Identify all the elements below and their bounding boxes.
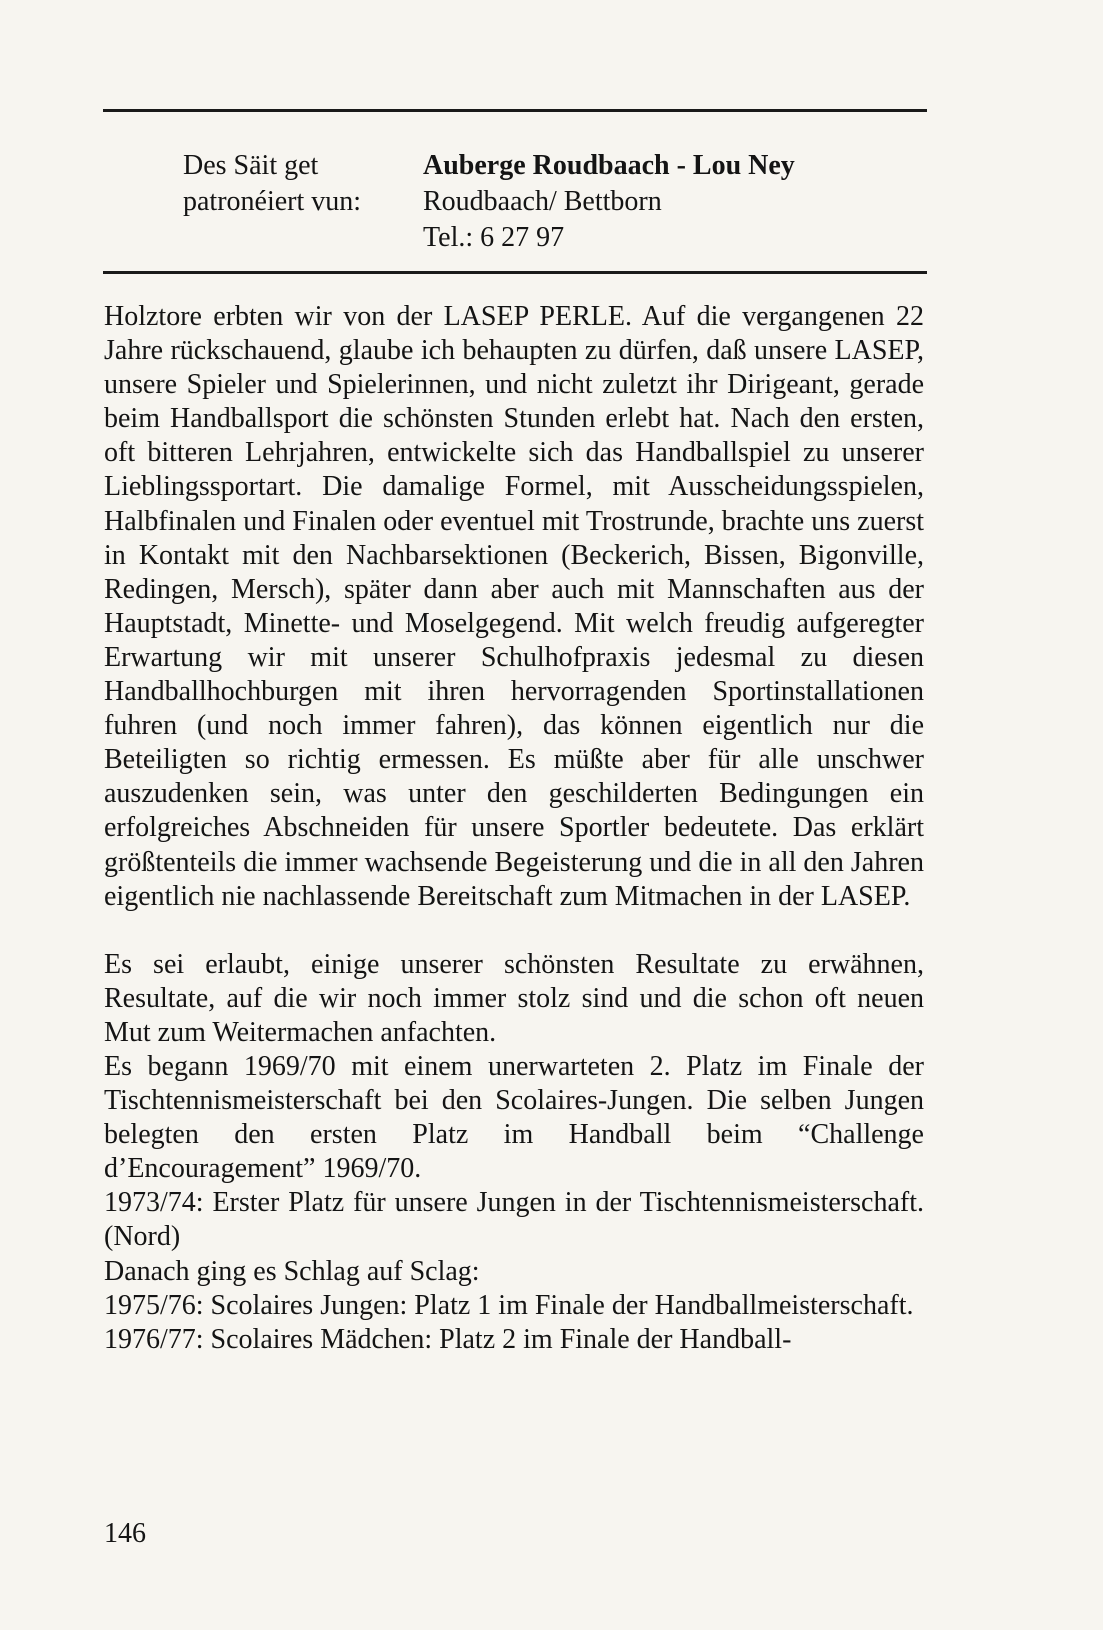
top-rule [103,109,927,112]
paragraph: Es begann 1969/70 mit einem unerwarteten 2. Platz im Finale der Tischtennismeisterschaft bei den Scolaires-Jungen. Die selben Jungen belegten den ersten Platz im Handball beim “Challenge d’Encouragement” 1969/70. [104,1050,924,1185]
sponsor-phone: Tel.: 6 27 97 [423,222,565,253]
sponsor-name: Auberge Roudbaach - Lou Ney [423,150,795,181]
sponsor-label-line2: patronéiert vun: [183,186,362,217]
paragraph: 1975/76: Scolaires Jungen: Platz 1 im Finale der Handballmeisterschaft. [104,1289,914,1321]
paragraph: 1976/77: Scolaires Mädchen: Platz 2 im Finale der Handball- [104,1323,792,1355]
sponsor-address: Roudbaach/ Bettborn [423,186,662,217]
sponsor-info [423,148,923,256]
paragraph: 1973/74: Erster Platz für unsere Jungen in der Tischtennismeisterschaft. (Nord) [104,1187,924,1253]
page-number: 146 [104,1518,146,1549]
body-text [104,300,924,1357]
paragraph: Es sei erlaubt, einige unserer schönsten Resultate zu erwähnen, Resultate, auf die wir noch immer stolz sind und die schon oft neuen Mut zum Weitermachen anfachten. [104,948,924,1048]
sponsor-label [183,148,413,220]
paragraph: Holztore erbten wir von der LASEP PERLE. Auf die vergangenen 22 Jahre rückschauend, glaube ich behaupten zu dürfen, daß unsere LASEP, unsere Spieler und Spielerinnen, und nicht zuletzt ihr Dirigeant, gerade beim Handballsport die schönsten Stunden erlebt hat. Nach den ersten, oft bitteren Lehrjahren, entwickelte sich das Handballspiel zu unserer Lieblingssportart. Die damalige Formel, mit Ausscheidungsspielen, Halbfinalen und Finalen oder eventuel mit Trostrunde, brachte uns zuerst in Kontakt mit den Nachbarsektionen (Beckerich, Bissen, Bigonville, Redingen, Mersch), später dann aber auch mit Mannschaften aus der Hauptstadt, Minette- und Moselgegend. Mit welch freudig aufgeregter Erwartung wir mit unserer Schulhofpraxis jedesmal zu diesen Handballhochburgen mit ihren hervorragenden Sportinstallationen fuhren (und noch immer fahren), das können eigentlich nur die Beteiligten so richtig ermessen. Es müßte aber für alle unschwer auszudenken sein, was unter den geschilderten Bedingungen ein erfolgreiches Abschneiden für unsere Sportler bedeutete. Das erklärt größtenteils die immer wachsende Begeisterung und die in all den Jahren eigentlich nie nachlassende Bereitschaft zum Mitmachen in der LASEP. [104,301,924,912]
paragraph: Danach ging es Schlag auf Sclag: [104,1255,480,1287]
sponsor-label-line1: Des Säit get [183,150,319,181]
bottom-rule [103,271,927,274]
